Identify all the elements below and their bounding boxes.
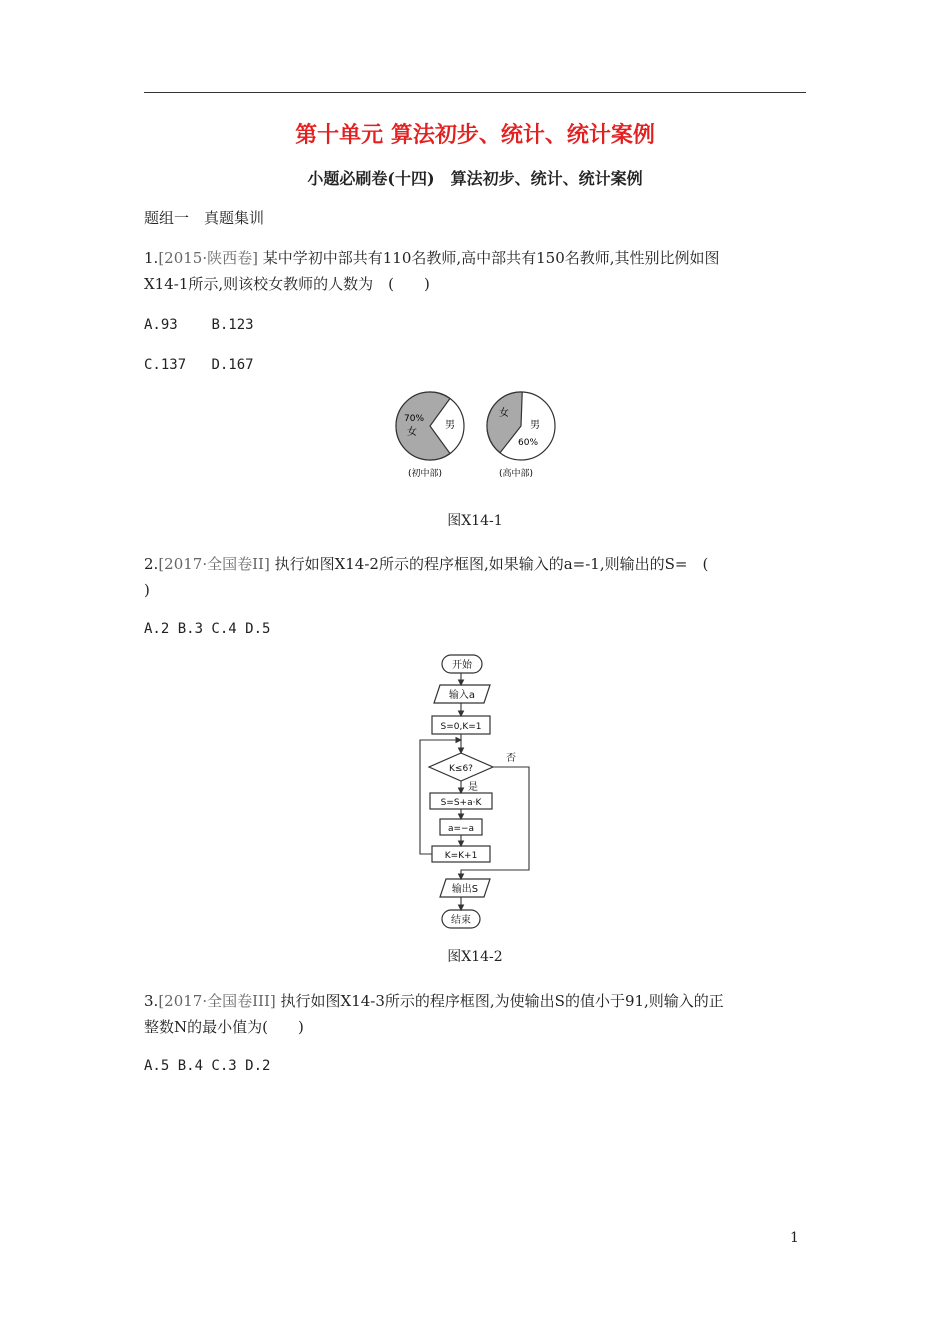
option-a: A.93 [144, 317, 178, 333]
figure-2-caption: 图X14-2 [447, 949, 503, 965]
flow-step-increment-label: K=K+1 [444, 851, 478, 861]
question-3 [144, 988, 806, 1040]
pie-junior-female-label: 女 [407, 427, 417, 438]
pie-junior-pct: 70% [404, 414, 425, 424]
pie-junior-caption: (初中部) [408, 469, 443, 479]
option-c: C.137 [144, 357, 187, 373]
q3-options: A.5 B.4 C.3 D.2 [144, 1058, 271, 1074]
option-b: B.123 [211, 317, 254, 333]
group-heading: 题组一 真题集训 [144, 209, 265, 227]
flowchart-figure [410, 650, 540, 935]
question-source: [2017·全国卷III] [158, 992, 276, 1010]
page-number: 1 [790, 1230, 799, 1246]
flow-output-label: 输出S [451, 884, 479, 895]
question-number: 1. [144, 249, 159, 267]
flow-step-negate-label: a=−a [447, 824, 475, 834]
question-text: 执行如图X14-2所示的程序框图,如果输入的a=-1,则输出的S= ( [269, 555, 709, 573]
question-number: 3. [144, 992, 159, 1010]
pie-junior-male-label: 男 [445, 420, 455, 431]
flow-yes-label: 是 [468, 782, 478, 793]
pie-senior-caption: (高中部) [499, 469, 534, 479]
question-1-line1 [144, 245, 806, 271]
question-2 [144, 551, 806, 603]
q1-options-row1 [144, 312, 254, 338]
question-1-line2: X14-1所示,则该校女教师的人数为 ( ) [144, 275, 430, 293]
flow-start-label: 开始 [452, 660, 472, 671]
header-rule [144, 92, 806, 93]
question-source: [2015·陕西卷] [158, 249, 258, 267]
question-text: 某中学初中部共有110名教师,高中部共有150名教师,其性别比例如图 [257, 249, 720, 267]
pie-senior-pct: 60% [518, 438, 539, 448]
question-source: [2017·全国卷II] [158, 555, 270, 573]
question-2-line2: ) [144, 581, 150, 599]
flow-no-label: 否 [506, 753, 516, 764]
quiz-subtitle: 小题必刷卷(十四) 算法初步、统计、统计案例 [307, 169, 643, 188]
flow-condition-label: K≤6? [449, 764, 473, 774]
pie-senior-female-label: 女 [499, 408, 509, 419]
option-d: D.167 [211, 357, 254, 373]
question-3-line2: 整数N的最小值为( ) [144, 1018, 304, 1036]
question-text: 执行如图X14-3所示的程序框图,为使输出S的值小于91,则输入的正 [275, 992, 724, 1010]
flow-input-label: 输入a [448, 690, 476, 701]
figure-1-caption: 图X14-1 [447, 513, 503, 529]
q1-options-row2 [144, 352, 254, 378]
question-3-line1 [144, 988, 806, 1014]
pie-chart-figure [390, 388, 565, 483]
pie-senior-male-label: 男 [530, 420, 540, 431]
flow-end-label: 结束 [451, 915, 471, 926]
unit-title: 第十单元 算法初步、统计、统计案例 [295, 122, 655, 148]
question-1 [144, 245, 806, 297]
question-2-line1 [144, 551, 806, 577]
flow-step-sum-label: S=S+a·K [440, 798, 482, 808]
question-number: 2. [144, 555, 159, 573]
pie-senior [487, 392, 555, 479]
pie-junior [396, 392, 464, 479]
flow-init-label: S=0,K=1 [440, 722, 482, 732]
q2-options: A.2 B.3 C.4 D.5 [144, 621, 271, 637]
